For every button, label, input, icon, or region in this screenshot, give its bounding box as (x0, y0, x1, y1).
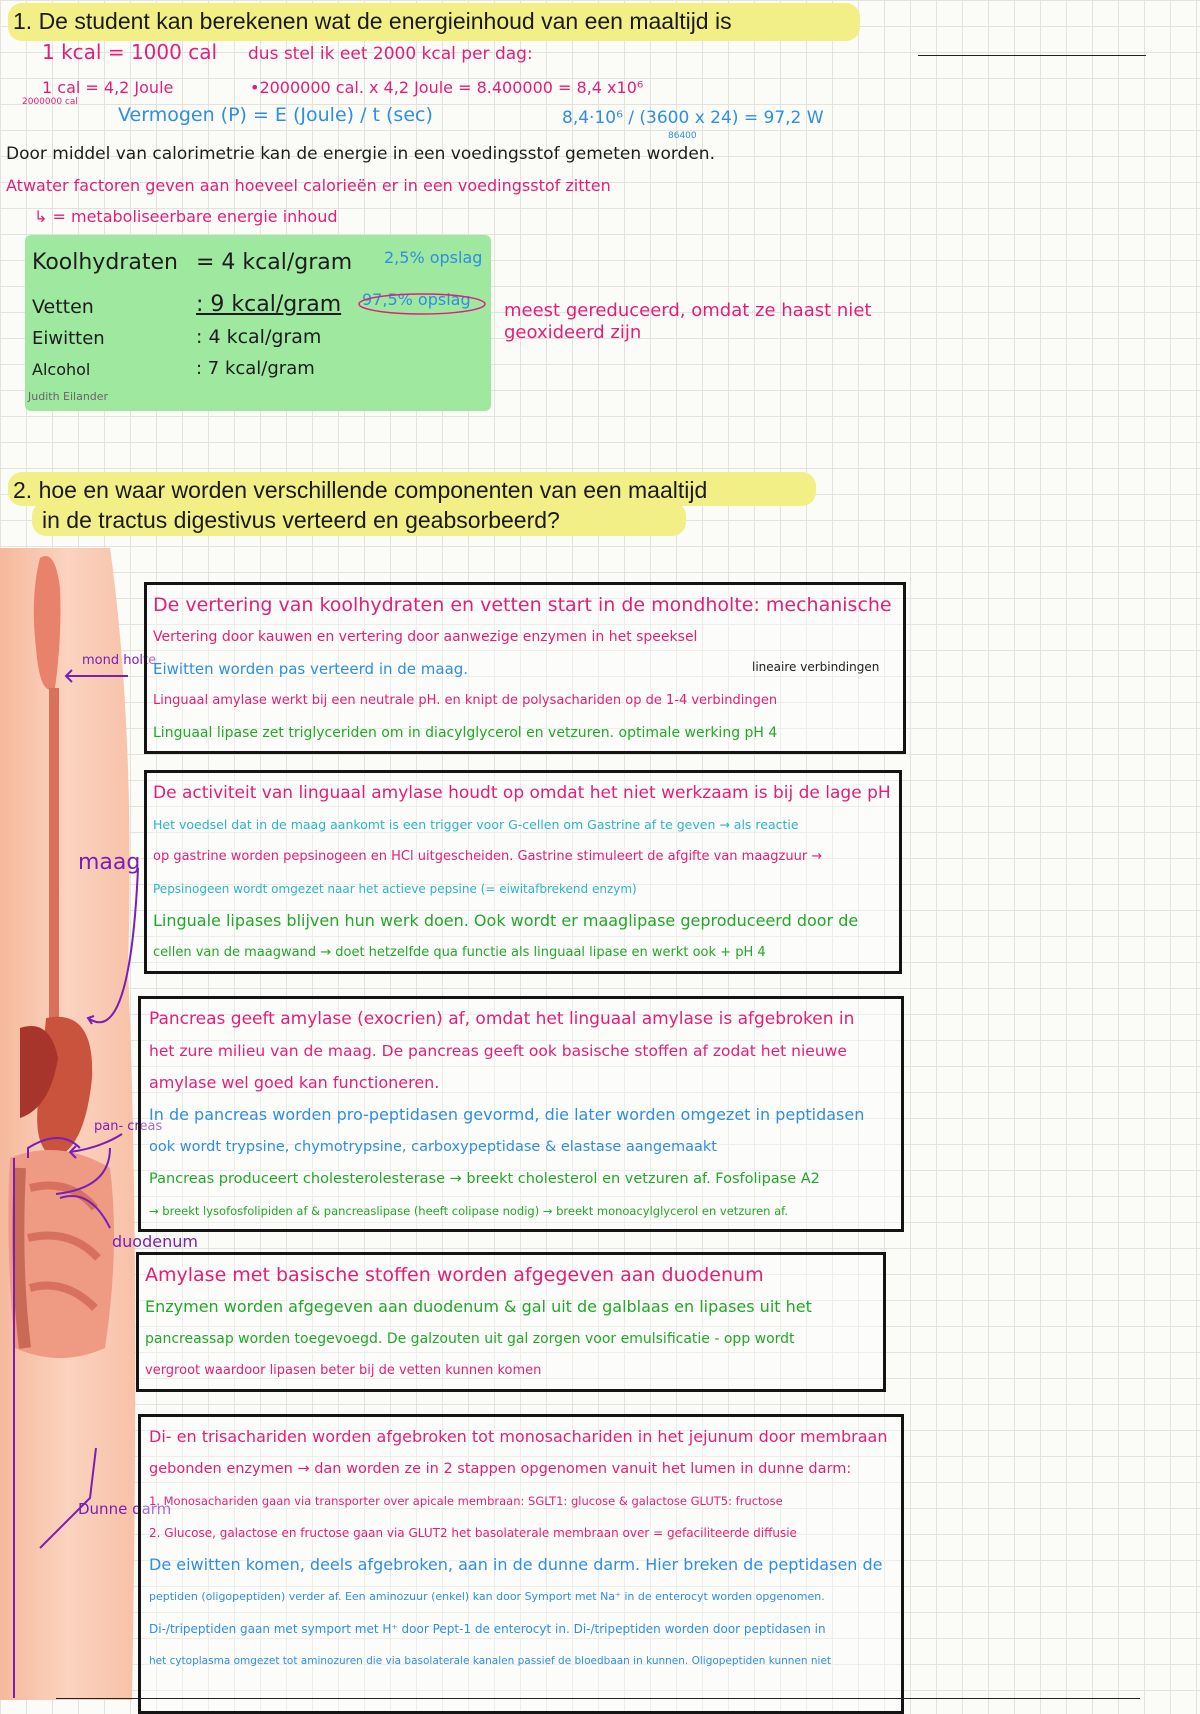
box5-line-8: het cytoplasma omgezet tot aminozuren die via basolaterale kanalen passief de bloedbaan in kunnen. Oligopeptiden kunnen niet (149, 1655, 832, 1667)
box3-line-1: Pancreas geeft amylase (exocrien) af, omdat het linguaal amylase is afgebroken in (149, 1009, 855, 1029)
box4-line-4: vergroot waardoor lipasen beter bij de vetten kunnen komen (145, 1363, 542, 1378)
box5-line-6: peptiden (oligopeptiden) verder af. Een aminozuur (enkel) kan door Symport met Na⁺ in de enterocyt worden opgenomen. (149, 1590, 825, 1603)
box5-line-3: 1. Monosachariden gaan via transporter over apicale membraan: SGLT1: glucose & galactose GLUT5: fructose (149, 1494, 783, 1508)
tiny-seconds-note: 86400 (668, 131, 697, 141)
box2-line-5: Linguale lipases blijven hun werk doen. Ook wordt er maaglipase geproduceerd door de (153, 911, 859, 930)
label-pancreas: pan- creas (94, 1119, 163, 1134)
section2-heading-line2: in de tractus digestivus verteerd en geabsorbeerd? (42, 507, 560, 533)
box3-line-7: → breekt lysofosfolipiden af & pancreaslipase (heeft colipase nodig) → breekt monoacylglycerol en vetzuren af. (149, 1204, 789, 1218)
label-dunne-darm: Dunne darm (78, 1500, 172, 1518)
box-duodenum (136, 1252, 886, 1392)
bottom-rule (56, 1698, 1140, 1699)
label-mondholte: mond holte (82, 653, 157, 668)
daily-intake-note: dus stel ik eet 2000 kcal per dag: (248, 44, 533, 64)
author-name: Judith Eilander (28, 390, 109, 403)
box5-line-1: Di- en trisachariden worden afgebroken tot monosachariden in het jejunum door membraan (149, 1427, 888, 1446)
watt-calculation: 8,4·10⁶ / (3600 x 24) = 97,2 W (562, 108, 824, 128)
section1-heading: 1. De student kan berekenen wat de energieinhoud van een maaltijd is (13, 8, 732, 34)
label-duodenum: duodenum (112, 1232, 198, 1251)
calorimetrie-note: Door middel van calorimetrie kan de energie in een voedingsstof gemeten worden. (6, 144, 715, 164)
box2-line-4: Pepsinogeen wordt omgezet naar het actieve pepsine (= eiwitafbrekend enzym) (153, 882, 637, 896)
atwater-note: Atwater factoren geven aan hoeveel calorieën er in een voedingsstof zitten (6, 176, 611, 195)
divider-line (918, 55, 1146, 56)
table-value-koolhydraten: = 4 kcal/gram (196, 250, 353, 275)
energy-calculation: •2000000 cal. x 4,2 Joule = 8.400000 = 8,4 x10⁶ (250, 78, 644, 97)
box-maag (144, 770, 902, 974)
box-pancreas (138, 996, 904, 1232)
vetten-circle (356, 292, 488, 316)
box3-line-2: het zure milieu van de maag. De pancreas geeft ook basische stoffen af zodat het nieuwe (149, 1042, 847, 1060)
table-name-eiwitten: Eiwitten (32, 328, 105, 349)
linear-bonds-note: lineaire verbindingen (752, 660, 880, 674)
table-value-alcohol: : 7 kcal/gram (196, 358, 315, 379)
box-dunne-darm (138, 1414, 904, 1714)
section2-heading-line1: 2. hoe en waar worden verschillende componenten van een maaltijd (13, 477, 708, 503)
box3-line-4: In de pancreas worden pro-peptidasen gevormd, die later worden omgezet in peptidasen (149, 1105, 865, 1124)
box1-line-1: De vertering van koolhydraten en vetten start in de mondholte: mechanische (153, 594, 892, 616)
kcal-to-cal-note: 1 kcal = 1000 cal (42, 40, 218, 64)
label-maag: maag (78, 850, 141, 875)
box2-line-6: cellen van de maagwand → doet hetzelfde qua functie als linguaal lipase en werkt ook + pH 4 (153, 945, 766, 960)
box3-line-3: amylase wel goed kan functioneren. (149, 1073, 440, 1092)
table-note-vetten: 97,5% opslag (362, 290, 471, 309)
box1-line-5: Linguaal lipase zet triglyceriden om in diacylglycerol en vetzuren. optimale werking pH 4 (153, 725, 778, 741)
box2-line-3: op gastrine worden pepsinogeen en HCl uitgescheiden. Gastrine stimuleert de afgifte van maagzuur → (153, 849, 823, 864)
reduced-note-line1: meest gereduceerd, omdat ze haast niet (504, 300, 872, 321)
box5-line-5: De eiwitten komen, deels afgebroken, aan in de dunne darm. Hier breken de peptidasen de (149, 1555, 883, 1574)
table-name-vetten: Vetten (32, 296, 94, 318)
tiny-cal-note: 2000000 cal (22, 97, 78, 107)
box1-line-4: Linguaal amylase werkt bij een neutrale pH. en knipt de polysachariden op de 1-4 verbindingen (153, 693, 778, 708)
table-value-eiwitten: : 4 kcal/gram (196, 326, 322, 348)
box1-line-2: Vertering door kauwen en vertering door aanwezige enzymen in het speeksel (153, 629, 698, 645)
cal-to-joule-note: 1 cal = 4,2 Joule (42, 78, 174, 97)
box3-line-6: Pancreas produceert cholesterolesterase → breekt cholesterol en vetzuren af. Fosfolipase A2 (149, 1171, 820, 1187)
box2-line-1: De activiteit van linguaal amylase houdt op omdat het niet werkzaam is bij de lage pH (153, 783, 891, 803)
reduced-note-line2: geoxideerd zijn (504, 322, 642, 343)
box5-line-7: Di-/tripeptiden gaan met symport met H⁺ door Pept-1 de enterocyt in. Di-/tripeptiden worden door peptidasen in (149, 1622, 826, 1636)
table-name-alcohol: Alcohol (32, 360, 91, 379)
table-note-koolhydraten: 2,5% opslag (384, 248, 483, 267)
box5-line-2: gebonden enzymen → dan worden ze in 2 stappen opgenomen vanuit het lumen in dunne darm: (149, 1461, 852, 1477)
box5-line-4: 2. Glucose, galactose en fructose gaan via GLUT2 het basolaterale membraan over = gefaciliteerde diffusie (149, 1526, 797, 1540)
box1-line-3: Eiwitten worden pas verteerd in de maag. (153, 660, 469, 678)
table-value-vetten: : 9 kcal/gram (196, 292, 342, 317)
box4-line-3: pancreassap worden toegevoegd. De galzouten uit gal zorgen voor emulsificatie - opp wordt (145, 1331, 795, 1347)
box2-line-2: Het voedsel dat in de maag aankomt is een trigger voor G-cellen om Gastrine af te geven → als reactie (153, 817, 799, 832)
box4-line-1: Amylase met basische stoffen worden afgegeven aan duodenum (145, 1264, 764, 1286)
power-formula: Vermogen (P) = E (Joule) / t (sec) (118, 104, 433, 126)
box3-line-5: ook wordt trypsine, chymotrypsine, carboxypeptidase & elastase aangemaakt (149, 1139, 717, 1155)
box4-line-2: Enzymen worden afgegeven aan duodenum & gal uit de galblaas en lipases uit het (145, 1297, 812, 1316)
table-name-koolhydraten: Koolhydraten (32, 250, 178, 275)
metaboliseerbare-note: ↳ = metaboliseerbare energie inhoud (34, 207, 338, 226)
